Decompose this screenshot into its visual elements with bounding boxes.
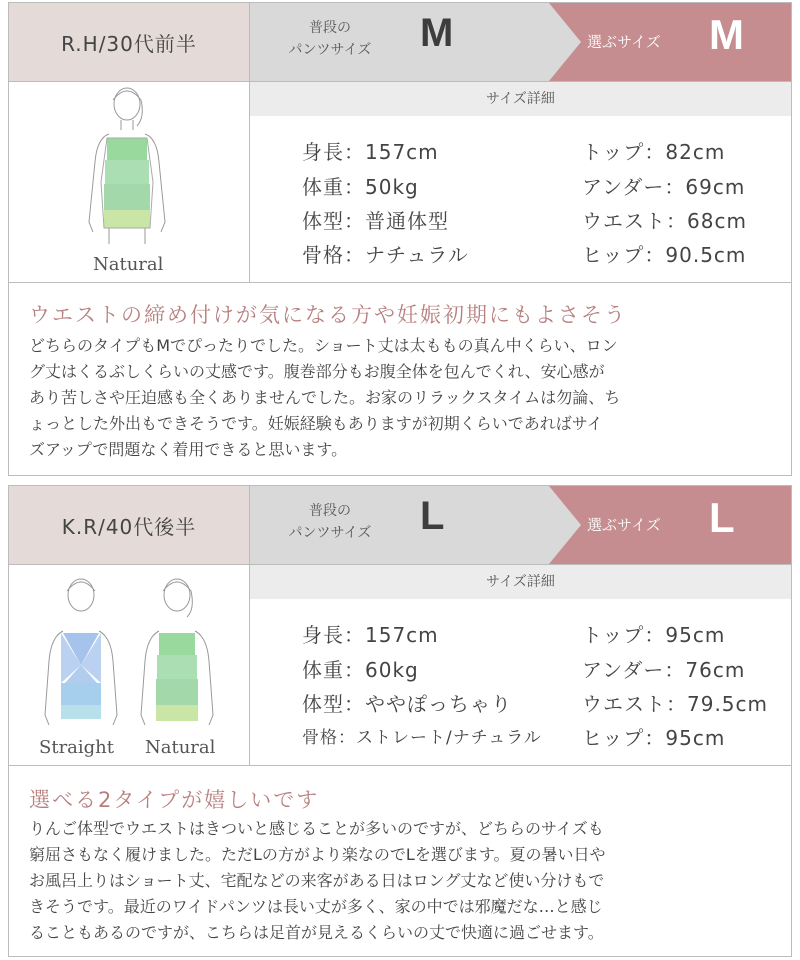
size-detail-header: サイズ詳細 [250,82,791,116]
chosen-size-panel [581,3,791,81]
review-heading: ウエストの締め付けが気になる方や妊娠初期にもよさそう [29,303,627,327]
arrow-icon [549,486,581,564]
reviewer-name: R.H/30代前半 [9,3,250,81]
size-detail-header: サイズ詳細 [250,565,791,599]
review-heading: 選べる2タイプが嬉しいです [29,788,320,812]
usual-size-value: L [420,494,445,538]
spec-frame: 骨格：ストレート/ナチュラル [302,728,542,748]
natural-body-figure [9,82,249,282]
spec-weight: 体重：60kg [302,658,419,682]
chosen-size-label: 選ぶサイズ [587,516,661,534]
body-figure-panel [9,82,250,283]
spec-under: アンダー：76cm [582,658,746,682]
natural-body-figure [141,579,213,725]
chosen-size-value: L [709,494,735,541]
reviewer-name: K.R/40代後半 [9,486,250,564]
straight-natural-body-figures [9,565,249,765]
size-detail-specs [250,116,791,283]
usual-size-label: 普段の パンツサイズ [288,503,372,541]
usual-size-value: M [420,11,454,55]
usual-size-panel [250,3,570,81]
spec-body-type: 体型：ややぽっちゃり [302,692,512,716]
spec-body-type: 体型：普通体型 [302,209,449,233]
review-body: どちらのタイプもMでぴったりでした。ショート丈は太ももの真ん中くらい、ロン グ丈はくるぶしくらいの丈感です。腹巻部分もお腹全体を包んでくれ、安心感が あり苦しさや圧迫感も全くありませんでした。お家のリラックスタイムは勿論、ち ょっとした外出もできそうです。妊娠経験もありますが初期くらいであればサイ ズアップで問題なく着用できると思います。 [29,336,621,459]
body-figure-panel [9,565,250,766]
chosen-size-value: M [709,11,744,58]
spec-hip: ヒップ：95cm [582,726,726,750]
usual-size-label: 普段の パンツサイズ [288,20,372,58]
spec-hip: ヒップ：90.5cm [582,243,747,267]
spec-top: トップ：95cm [582,623,726,647]
straight-body-figure [45,579,117,725]
spec-frame: 骨格：ナチュラル [302,243,469,267]
review-header [9,486,791,565]
review-body: りんご体型でウエストはきついと感じることが多いのですが、どちらのサイズも 窮屈さもなく履けました。ただLの方がより楽なのでLを選びます。夏の暑い日や お風呂上りはショート丈、宅配などの来客がある日はロング丈など使い分けもで きそうです。最近のワイドパンツは長い丈が多く、家の中では邪魔だな…と感じ ることもあるのですが、こちらは足首が見えるくらいの丈で快適に過ごせます。 [29,819,606,942]
figure-type-label: Natural [93,254,164,275]
figure-type-label-natural: Natural [145,737,216,758]
spec-height: 身長：157cm [302,623,439,647]
spec-waist: ウエスト：79.5cm [582,692,769,716]
spec-weight: 体重：50kg [302,175,419,199]
size-detail-specs [250,599,791,766]
figure-type-label-straight: Straight [39,737,115,758]
spec-waist: ウエスト：68cm [582,209,747,233]
review-card-1 [8,2,792,476]
usual-size-panel [250,486,570,564]
chosen-size-panel [581,486,791,564]
review-card-2 [8,485,792,957]
spec-height: 身長：157cm [302,140,439,164]
spec-under: アンダー：69cm [582,175,746,199]
arrow-icon [549,3,581,81]
chosen-size-label: 選ぶサイズ [587,33,661,51]
spec-top: トップ：82cm [582,140,726,164]
review-header [9,3,791,82]
